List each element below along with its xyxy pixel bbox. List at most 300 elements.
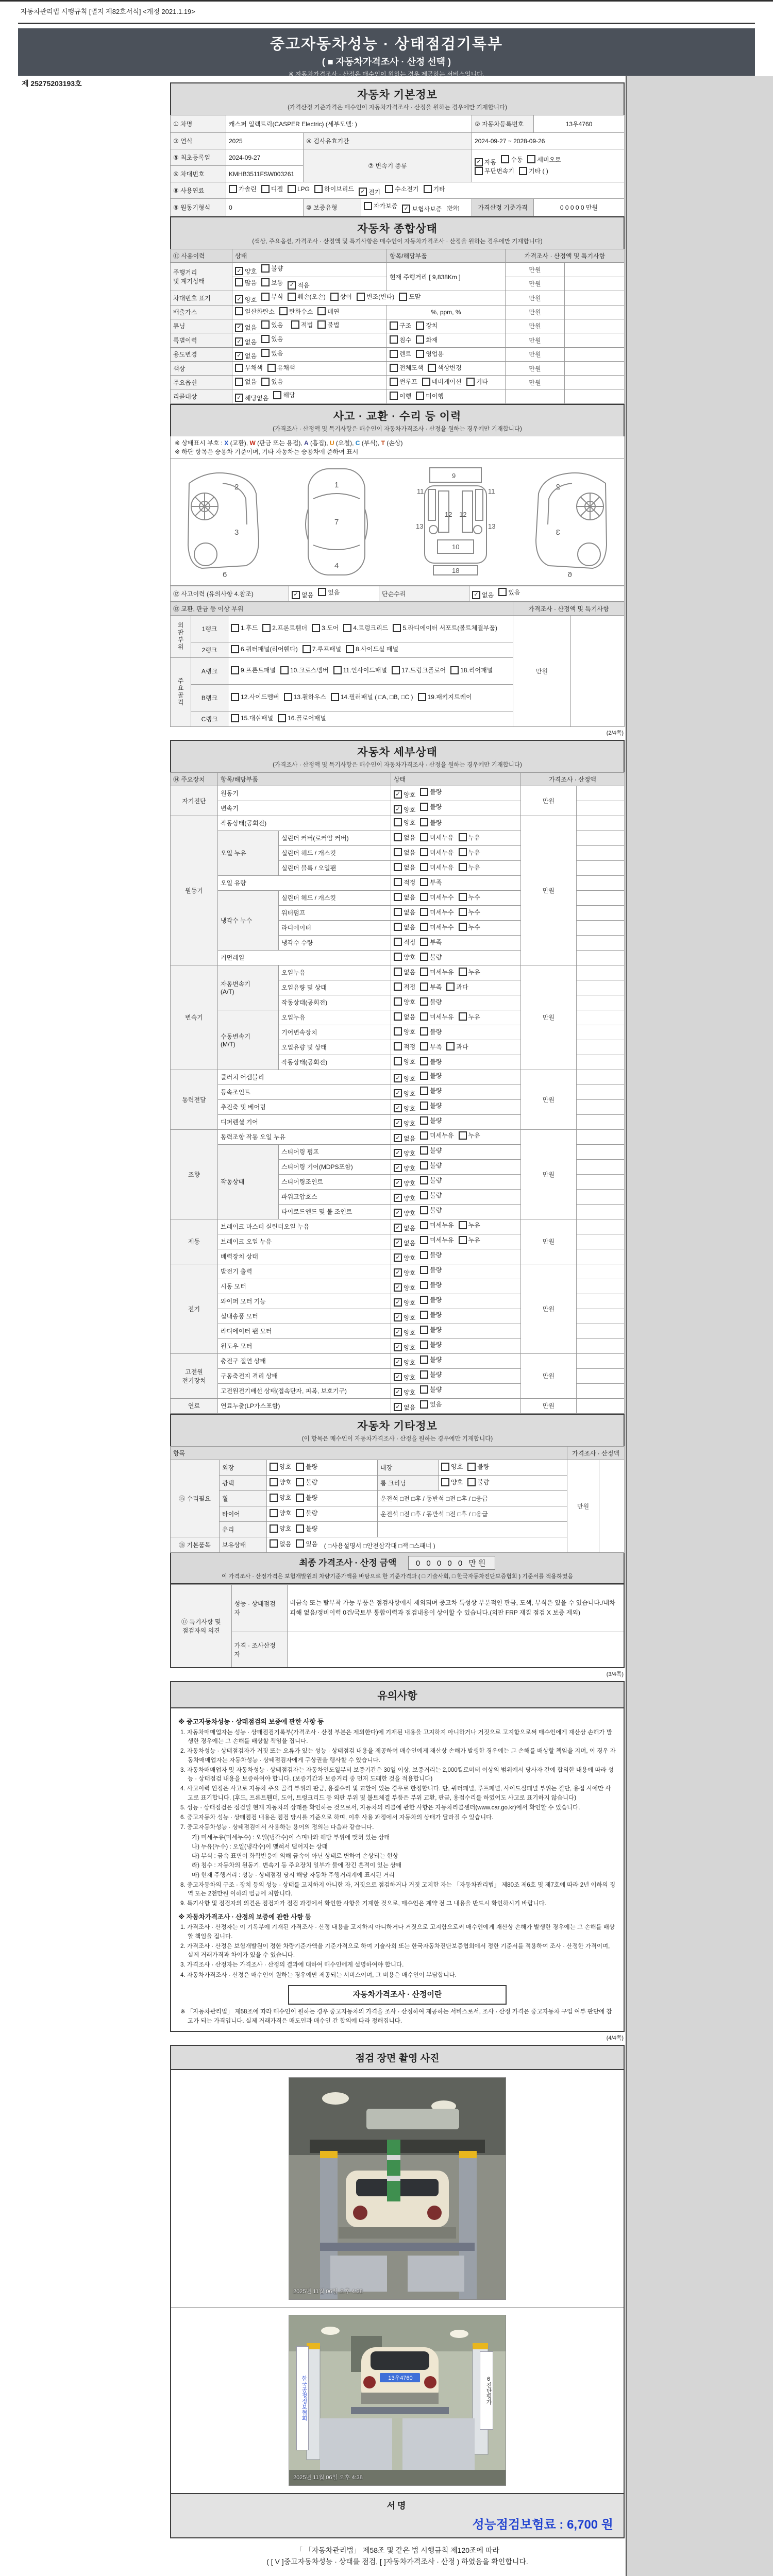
checkbox-box[interactable] (459, 923, 467, 931)
checkbox-없음[interactable] (270, 1539, 291, 1548)
checkbox-15.대쉬패널[interactable] (231, 714, 273, 722)
checkbox-양호[interactable] (394, 1089, 415, 1098)
checkbox-없음[interactable] (394, 1403, 415, 1412)
checkbox-불량[interactable] (420, 787, 442, 796)
checkbox-양호[interactable] (394, 818, 415, 827)
checkbox-불량[interactable] (467, 1478, 489, 1486)
checkbox-box[interactable] (394, 938, 402, 946)
checkbox-box[interactable] (288, 185, 296, 193)
checkbox-자가보증[interactable] (364, 201, 397, 210)
checkbox-미세누유[interactable] (420, 1131, 453, 1140)
checkbox-box[interactable] (501, 155, 509, 163)
checkbox-box[interactable] (270, 1524, 278, 1533)
checkbox-양호[interactable] (394, 1328, 415, 1337)
checkbox-box[interactable] (459, 1221, 467, 1229)
checkbox-box[interactable] (270, 1509, 278, 1517)
checkbox-box[interactable] (394, 982, 402, 991)
checkbox-box[interactable] (459, 1131, 467, 1140)
checkbox-box[interactable] (314, 185, 323, 193)
checkbox-box[interactable] (420, 953, 428, 961)
checkbox-box[interactable] (441, 1463, 449, 1471)
checkbox-9.프론트패널[interactable] (231, 666, 276, 674)
checkbox-있음[interactable] (420, 1400, 442, 1409)
checkbox-box[interactable] (394, 863, 402, 871)
checkbox-box[interactable] (441, 1478, 449, 1486)
checkbox-box[interactable] (262, 624, 271, 632)
checkbox-box[interactable] (394, 1194, 402, 1202)
checkbox-box[interactable] (428, 364, 436, 372)
checkbox-box[interactable] (235, 364, 243, 372)
checkbox-box[interactable] (261, 293, 270, 301)
checkbox-7.루프패널[interactable] (303, 645, 341, 653)
checkbox-box[interactable] (292, 591, 300, 599)
checkbox-13.휠하우스[interactable] (284, 692, 326, 701)
checkbox-box[interactable] (394, 878, 402, 886)
checkbox-box[interactable] (420, 1131, 428, 1140)
checkbox-box[interactable] (273, 391, 281, 399)
checkbox-box[interactable] (420, 1146, 428, 1155)
checkbox-양호[interactable] (394, 1268, 415, 1277)
checkbox-box[interactable] (519, 167, 527, 175)
checkbox-적음[interactable] (288, 281, 309, 290)
checkbox-box[interactable] (394, 1074, 402, 1082)
checkbox-box[interactable] (459, 908, 467, 916)
checkbox-8.사이드실 패널[interactable] (346, 645, 398, 653)
checkbox-box[interactable] (296, 1524, 304, 1533)
checkbox-양호[interactable] (394, 1283, 415, 1292)
checkbox-부족[interactable] (420, 1042, 442, 1051)
checkbox-없음[interactable] (394, 1239, 415, 1247)
checkbox-누수[interactable] (459, 908, 480, 917)
checkbox-box[interactable] (394, 805, 402, 814)
checkbox-box[interactable] (393, 624, 401, 632)
checkbox-box[interactable] (475, 167, 483, 175)
checkbox-양호[interactable] (394, 1164, 415, 1173)
checkbox-box[interactable] (394, 1283, 402, 1292)
checkbox-box[interactable] (459, 893, 467, 901)
checkbox-있음[interactable] (261, 377, 283, 386)
checkbox-19.패키지트레이[interactable] (418, 692, 472, 701)
checkbox-적정[interactable] (394, 1042, 415, 1051)
checkbox-없음[interactable] (235, 323, 257, 332)
checkbox-있음[interactable] (498, 588, 520, 597)
checkbox-미세누수[interactable] (420, 893, 453, 902)
checkbox-미세누유[interactable] (420, 1235, 453, 1244)
checkbox-box[interactable] (288, 293, 296, 301)
checkbox-불량[interactable] (420, 1370, 442, 1379)
checkbox-box[interactable] (312, 624, 320, 632)
checkbox-box[interactable] (390, 364, 398, 372)
checkbox-없음[interactable] (292, 590, 313, 599)
checkbox-4.트렁크리드[interactable] (343, 623, 388, 632)
checkbox-불량[interactable] (420, 1071, 442, 1080)
checkbox-누유[interactable] (459, 1235, 480, 1244)
checkbox-없음[interactable] (394, 1012, 415, 1021)
checkbox-적법[interactable] (291, 320, 313, 329)
checkbox-box[interactable] (420, 1296, 428, 1304)
checkbox-box[interactable] (420, 1385, 428, 1394)
checkbox-box[interactable] (394, 1373, 402, 1381)
checkbox-box[interactable] (291, 320, 299, 329)
checkbox-이행[interactable] (390, 392, 411, 400)
checkbox-box[interactable] (296, 1478, 304, 1486)
checkbox-2.프론트휀더[interactable] (262, 623, 307, 632)
checkbox-box[interactable] (394, 923, 402, 931)
checkbox-보통[interactable] (261, 278, 283, 287)
checkbox-box[interactable] (394, 1358, 402, 1366)
checkbox-전체도색[interactable] (390, 363, 423, 372)
checkbox-box[interactable] (394, 1057, 402, 1065)
checkbox-18.리어패널[interactable] (450, 666, 493, 674)
checkbox-box[interactable] (261, 185, 270, 193)
checkbox-box[interactable] (235, 295, 243, 303)
checkbox-미세누유[interactable] (420, 968, 453, 976)
checkbox-수동[interactable] (501, 155, 523, 164)
checkbox-box[interactable] (394, 1119, 402, 1127)
checkbox-가솔린[interactable] (229, 184, 257, 193)
checkbox-불량[interactable] (420, 1057, 442, 1066)
checkbox-box[interactable] (420, 803, 428, 811)
checkbox-없음[interactable] (394, 848, 415, 857)
checkbox-box[interactable] (296, 1494, 304, 1502)
checkbox-없음[interactable] (394, 908, 415, 917)
checkbox-box[interactable] (420, 1236, 428, 1244)
checkbox-누유[interactable] (459, 1221, 480, 1229)
checkbox-box[interactable] (235, 278, 243, 286)
checkbox-양호[interactable] (270, 1493, 291, 1502)
checkbox-box[interactable] (498, 588, 507, 596)
checkbox-box[interactable] (420, 1087, 428, 1095)
checkbox-누유[interactable] (459, 848, 480, 857)
checkbox-box[interactable] (394, 968, 402, 976)
checkbox-렌트[interactable] (390, 349, 411, 358)
checkbox-양호[interactable] (394, 805, 415, 814)
checkbox-불량[interactable] (420, 1385, 442, 1394)
checkbox-box[interactable] (420, 1027, 428, 1036)
checkbox-box[interactable] (235, 307, 243, 315)
checkbox-양호[interactable] (394, 1027, 415, 1036)
checkbox-box[interactable] (416, 350, 424, 358)
checkbox-box[interactable] (459, 968, 467, 976)
checkbox-양호[interactable] (394, 1057, 415, 1066)
checkbox-box[interactable] (394, 1388, 402, 1396)
checkbox-box[interactable] (394, 1164, 402, 1172)
checkbox-box[interactable] (229, 185, 237, 193)
checkbox-없음[interactable] (235, 337, 257, 346)
checkbox-box[interactable] (394, 1134, 402, 1142)
checkbox-있음[interactable] (261, 320, 283, 329)
checkbox-없음[interactable] (394, 923, 415, 931)
checkbox-양호[interactable] (441, 1478, 463, 1486)
checkbox-해당없음[interactable] (235, 394, 268, 402)
checkbox-부족[interactable] (420, 982, 442, 991)
checkbox-box[interactable] (390, 378, 398, 386)
checkbox-box[interactable] (420, 1206, 428, 1214)
checkbox-없음[interactable] (394, 833, 415, 842)
checkbox-box[interactable] (261, 378, 270, 386)
checkbox-box[interactable] (420, 1311, 428, 1319)
checkbox-불량[interactable] (296, 1509, 317, 1517)
checkbox-box[interactable] (278, 714, 286, 722)
checkbox-box[interactable] (231, 693, 239, 701)
checkbox-box[interactable] (364, 202, 372, 210)
checkbox-box[interactable] (420, 1012, 428, 1021)
checkbox-box[interactable] (394, 908, 402, 916)
checkbox-없음[interactable] (235, 377, 257, 386)
checkbox-box[interactable] (420, 788, 428, 796)
checkbox-box[interactable] (420, 923, 428, 931)
checkbox-box[interactable] (459, 833, 467, 841)
checkbox-box[interactable] (416, 392, 424, 400)
checkbox-불량[interactable] (420, 1206, 442, 1214)
checkbox-12.사이드멤버[interactable] (231, 692, 279, 701)
checkbox-기타[interactable] (466, 377, 488, 386)
checkbox-box[interactable] (231, 624, 239, 632)
checkbox-무채색[interactable] (235, 363, 263, 372)
checkbox-6.쿼터패널(리어휀다)[interactable] (231, 645, 298, 653)
checkbox-썬루프[interactable] (390, 377, 417, 386)
checkbox-기타[interactable] (424, 184, 445, 193)
checkbox-box[interactable] (394, 1224, 402, 1232)
checkbox-양호[interactable] (394, 1119, 415, 1128)
checkbox-수소전기[interactable] (385, 184, 418, 193)
checkbox-10.크로스멤버[interactable] (280, 666, 329, 674)
checkbox-box[interactable] (394, 997, 402, 1006)
checkbox-box[interactable] (270, 1494, 278, 1502)
checkbox-box[interactable] (527, 155, 535, 163)
checkbox-없음[interactable] (394, 863, 415, 872)
checkbox-box[interactable] (402, 205, 410, 213)
checkbox-불량[interactable] (420, 802, 442, 811)
checkbox-네비게이션[interactable] (422, 377, 462, 386)
checkbox-미세누유[interactable] (420, 848, 453, 857)
checkbox-box[interactable] (394, 1042, 402, 1050)
checkbox-양호[interactable] (394, 953, 415, 961)
checkbox-box[interactable] (392, 666, 400, 674)
checkbox-불량[interactable] (420, 1355, 442, 1364)
checkbox-없음[interactable] (394, 1134, 415, 1143)
checkbox-양호[interactable] (394, 1179, 415, 1188)
checkbox-불량[interactable] (420, 1310, 442, 1319)
checkbox-누수[interactable] (459, 893, 480, 902)
checkbox-box[interactable] (394, 1104, 402, 1112)
checkbox-불량[interactable] (420, 1340, 442, 1349)
checkbox-box[interactable] (359, 188, 367, 196)
checkbox-양호[interactable] (394, 1358, 415, 1367)
checkbox-box[interactable] (420, 938, 428, 946)
checkbox-양호[interactable] (394, 1149, 415, 1158)
checkbox-불량[interactable] (420, 1161, 442, 1170)
checkbox-양호[interactable] (394, 1343, 415, 1352)
checkbox-부족[interactable] (420, 938, 442, 946)
checkbox-양호[interactable] (270, 1478, 291, 1486)
checkbox-양호[interactable] (235, 267, 257, 276)
checkbox-box[interactable] (357, 293, 365, 301)
checkbox-양호[interactable] (394, 1313, 415, 1322)
checkbox-box[interactable] (261, 335, 270, 343)
checkbox-box[interactable] (394, 1298, 402, 1307)
checkbox-무단변속기[interactable] (475, 166, 514, 175)
checkbox-불량[interactable] (296, 1462, 317, 1471)
checkbox-box[interactable] (343, 624, 351, 632)
checkbox-불량[interactable] (420, 1191, 442, 1199)
checkbox-box[interactable] (394, 833, 402, 841)
checkbox-box[interactable] (467, 1463, 476, 1471)
checkbox-box[interactable] (420, 833, 428, 841)
checkbox-box[interactable] (459, 1236, 467, 1244)
checkbox-box[interactable] (422, 378, 430, 386)
checkbox-14.필러패널 ( □A, □B, □C )[interactable] (331, 692, 413, 701)
checkbox-box[interactable] (459, 848, 467, 856)
checkbox-침수[interactable] (390, 335, 411, 344)
checkbox-box[interactable] (235, 352, 243, 360)
checkbox-적정[interactable] (394, 982, 415, 991)
checkbox-세미오토[interactable] (527, 155, 561, 164)
checkbox-없음[interactable] (394, 893, 415, 902)
checkbox-자동[interactable] (475, 158, 496, 166)
checkbox-불량[interactable] (420, 1176, 442, 1184)
checkbox-탄화수소[interactable] (279, 307, 313, 316)
checkbox-불량[interactable] (420, 1086, 442, 1095)
checkbox-양호[interactable] (394, 1373, 415, 1382)
checkbox-box[interactable] (420, 1116, 428, 1125)
checkbox-box[interactable] (420, 1341, 428, 1349)
checkbox-box[interactable] (394, 1179, 402, 1187)
checkbox-box[interactable] (420, 1191, 428, 1199)
checkbox-box[interactable] (317, 307, 326, 315)
checkbox-해당[interactable] (273, 391, 295, 399)
checkbox-불량[interactable] (420, 1325, 442, 1334)
checkbox-box[interactable] (475, 158, 483, 166)
checkbox-불량[interactable] (296, 1493, 317, 1502)
checkbox-없음[interactable] (394, 1224, 415, 1232)
checkbox-양호[interactable] (394, 1298, 415, 1307)
checkbox-box[interactable] (346, 645, 354, 653)
checkbox-box[interactable] (420, 1072, 428, 1080)
checkbox-box[interactable] (235, 378, 243, 386)
checkbox-box[interactable] (420, 908, 428, 916)
checkbox-하이브리드[interactable] (314, 184, 354, 193)
checkbox-box[interactable] (231, 666, 239, 674)
checkbox-box[interactable] (459, 1012, 467, 1021)
checkbox-장치[interactable] (416, 321, 438, 330)
checkbox-불법[interactable] (317, 320, 339, 329)
checkbox-box[interactable] (270, 1463, 278, 1471)
checkbox-1.후드[interactable] (231, 623, 258, 632)
checkbox-양호[interactable] (394, 1194, 415, 1202)
checkbox-box[interactable] (420, 1101, 428, 1110)
checkbox-미세누유[interactable] (420, 1012, 453, 1021)
checkbox-box[interactable] (420, 1057, 428, 1065)
checkbox-box[interactable] (330, 293, 339, 301)
checkbox-있음[interactable] (261, 349, 283, 358)
checkbox-불량[interactable] (420, 997, 442, 1006)
checkbox-11.인사이드패널[interactable] (333, 666, 387, 674)
checkbox-box[interactable] (394, 1012, 402, 1021)
checkbox-box[interactable] (235, 267, 243, 275)
checkbox-box[interactable] (416, 321, 424, 330)
checkbox-불량[interactable] (296, 1478, 317, 1486)
checkbox-box[interactable] (420, 863, 428, 871)
checkbox-누유[interactable] (459, 1131, 480, 1140)
checkbox-box[interactable] (394, 1403, 402, 1411)
checkbox-box[interactable] (261, 349, 270, 357)
checkbox-미세누유[interactable] (420, 863, 453, 872)
checkbox-불량[interactable] (420, 1265, 442, 1274)
checkbox-양호[interactable] (394, 790, 415, 799)
checkbox-유채색[interactable] (267, 363, 295, 372)
checkbox-불량[interactable] (420, 1295, 442, 1304)
checkbox-box[interactable] (280, 666, 289, 674)
checkbox-box[interactable] (420, 1281, 428, 1289)
checkbox-box[interactable] (317, 320, 326, 329)
checkbox-불량[interactable] (420, 1146, 442, 1155)
checkbox-LPG[interactable] (288, 185, 310, 193)
checkbox-많음[interactable] (235, 278, 257, 287)
checkbox-box[interactable] (296, 1463, 304, 1471)
checkbox-box[interactable] (420, 1370, 428, 1379)
checkbox-부족[interactable] (420, 878, 442, 887)
checkbox-매연[interactable] (317, 307, 339, 316)
checkbox-box[interactable] (399, 293, 407, 301)
checkbox-과다[interactable] (446, 1042, 468, 1051)
checkbox-양호[interactable] (235, 295, 257, 304)
checkbox-있음[interactable] (296, 1539, 317, 1548)
checkbox-전기[interactable] (359, 188, 380, 196)
checkbox-box[interactable] (420, 1326, 428, 1334)
checkbox-box[interactable] (467, 1478, 476, 1486)
checkbox-누수[interactable] (459, 923, 480, 931)
checkbox-box[interactable] (394, 1239, 402, 1247)
checkbox-과다[interactable] (446, 982, 468, 991)
checkbox-미세누수[interactable] (420, 908, 453, 917)
checkbox-3.도어[interactable] (312, 623, 339, 632)
checkbox-box[interactable] (394, 1209, 402, 1217)
checkbox-적정[interactable] (394, 938, 415, 946)
checkbox-box[interactable] (420, 1042, 428, 1050)
checkbox-양호[interactable] (394, 997, 415, 1006)
checkbox-box[interactable] (385, 185, 393, 193)
checkbox-box[interactable] (420, 968, 428, 976)
checkbox-box[interactable] (394, 893, 402, 901)
checkbox-box[interactable] (418, 693, 426, 701)
checkbox-양호[interactable] (270, 1462, 291, 1471)
checkbox-box[interactable] (303, 645, 311, 653)
checkbox-양호[interactable] (394, 1104, 415, 1113)
checkbox-box[interactable] (390, 335, 398, 344)
checkbox-양호[interactable] (394, 1074, 415, 1083)
checkbox-화재[interactable] (416, 335, 438, 344)
checkbox-box[interactable] (420, 1266, 428, 1274)
checkbox-box[interactable] (394, 1089, 402, 1097)
checkbox-디젤[interactable] (261, 184, 283, 193)
checkbox-양호[interactable] (441, 1462, 463, 1471)
checkbox-상이[interactable] (330, 292, 352, 301)
checkbox-누유[interactable] (459, 833, 480, 842)
checkbox-box[interactable] (472, 591, 480, 599)
checkbox-box[interactable] (446, 982, 455, 991)
checkbox-box[interactable] (420, 848, 428, 856)
checkbox-불량[interactable] (420, 1101, 442, 1110)
checkbox-불량[interactable] (261, 264, 283, 273)
checkbox-기타 ( )[interactable] (519, 166, 548, 175)
checkbox-box[interactable] (270, 1478, 278, 1486)
checkbox-부식[interactable] (261, 292, 283, 301)
checkbox-box[interactable] (331, 693, 339, 701)
checkbox-box[interactable] (296, 1509, 304, 1517)
checkbox-box[interactable] (394, 848, 402, 856)
checkbox-불량[interactable] (467, 1462, 489, 1471)
